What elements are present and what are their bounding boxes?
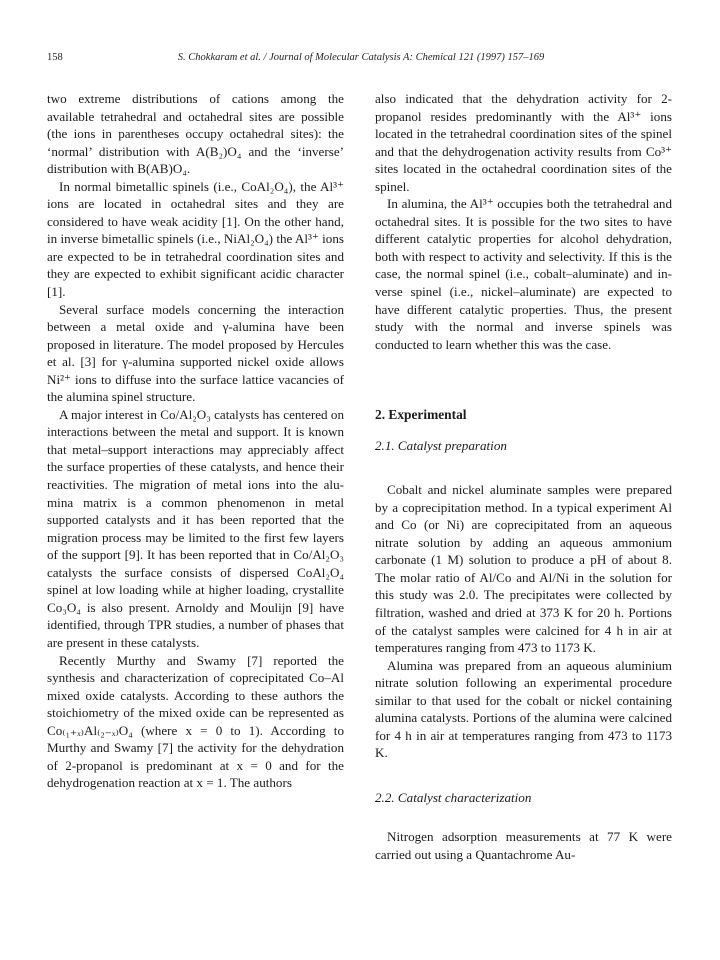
subsection-heading: 2.2. Catalyst characterization	[375, 789, 532, 805]
paragraph: Nitrogen adsorption measurements at 77 K were carried out using a Quantachrome Au-	[375, 829, 672, 862]
paragraph: Alumina was prepared from an aqueous aluminium nitrate solution following an experimental procedure similar to that used for the cobalt or nickel containing alumina catalysts. Portions of the alumina were calcined for 4 h in air at temperatures ranging from 473 to 1173 K.	[375, 657, 672, 761]
paragraph: In normal bimetallic spinels (i.e., CoAl₂O₄), the Al³⁺ ions are located in octahedral sites and they are considered to have weak acidity [1]. On the other hand, in inverse bimetallic spinels (i.e., NiAl₂O₄) the Al³⁺ ions are expected to be in tetrahedral coordination sites and they are expected to exhibit significant acidic character [1].	[47, 178, 344, 300]
page-number: 158	[47, 52, 63, 63]
right-column	[375, 90, 672, 864]
running-title: S. Chokkaram et al. / Journal of Molecular Catalysis A: Chemical 121 (1997) 157–169	[177, 52, 545, 63]
subsection-heading: 2.1. Catalyst preparation	[375, 437, 507, 453]
paragraph: two extreme distributions of cations among the available tetrahedral and octahedral sites are possible (the ions in parentheses occupy octahedral sites): the ‘normal’ distribution with A(B₂)O₄ and the ‘inverse’ distribution with B(AB)O₄.	[47, 91, 344, 177]
paragraph: Several surface models concerning the interaction between a metal oxide and γ-alumina have been proposed in literature. The model proposed by Hercules et al. [3] for γ-alumina supported nickel oxide allows Ni²⁺ ions to diffuse into the surface lattice vacancies of the alumina spinel structure.	[47, 301, 344, 405]
paragraph: Recently Murthy and Swamy [7] reported the synthesis and characterization of coprecipitated Co–Al mixed oxide catalysts. According to these authors the stoichiometry of the mixed oxide can be represented as Co₍₁₊ₓ₎Al₍₂₋ₓ₎O₄ (where x = 0 to 1). According to Murthy and Swamy [7] the activity for the dehydration of 2-propanol is predominant at x = 0 and for the dehydrogenation reaction at x = 1. The authors	[47, 652, 344, 791]
paragraph: In alumina, the Al³⁺ occupies both the tetrahedral and octahedral sites. It is possible for the two sites to have different catalytic properties for alcohol dehydration, both with respect to activity and selectivity. If this is the case, the normal spinel (i.e., cobalt–aluminate) and inverse spinel (i.e., nickel–aluminate) are expected to have different catalytic properties. Thus, the present study with the normal and inverse spinels was conducted to learn whether this was the case.	[375, 196, 672, 352]
paragraph: A major interest in Co/Al₂O₃ catalysts has centered on interactions between the metal and support. It is known that metal–support interactions may appreciably affect the surface properties of these catalysts, and hence their reactivities. The migration of metal ions into the alumina matrix is a common phenomenon in metal supported catalysts and it has been reported that the migration process may be limited to the first few layers of the support [9]. It has been reported that in Co/Al₂O₃ catalysts the surface consists of dispersed CoAl₂O₄ spinel at low loading while at higher loading, crystallite Co₃O₄ is also present. Arnoldy and Moulijn [9] have identified, through TPR studies, a number of phases that are present in these catalysts.	[47, 406, 344, 650]
left-column	[47, 90, 344, 792]
paragraph: Cobalt and nickel aluminate samples were prepared by a coprecipitation method. In a typical experiment Al and Co (or Ni) are coprecipitated from an aqueous nitrate solution by adding an aqueous ammonium carbonate (1 M) solution to produce a pH of about 8. The molar ratio of Al/Co and Al/Ni in the solution for this study was 2.0. The precipitates were collected by filtration, washed and dried at 373 K for 20 h. Portions of the catalyst samples were calcined for 4 h in air at temperatures ranging from 473 to 1173 K.	[375, 482, 672, 656]
page-header	[47, 52, 675, 68]
section-heading: 2. Experimental	[375, 407, 467, 423]
paragraph: also indicated that the dehydration activity for 2-propanol resides predominantly with the Al³⁺ ions located in the tetrahedral coordination sites of the spinel and that the dehydrogenation activity results from Co³⁺ sites located in the octahedral coordination sites of the spinel.	[375, 91, 672, 194]
